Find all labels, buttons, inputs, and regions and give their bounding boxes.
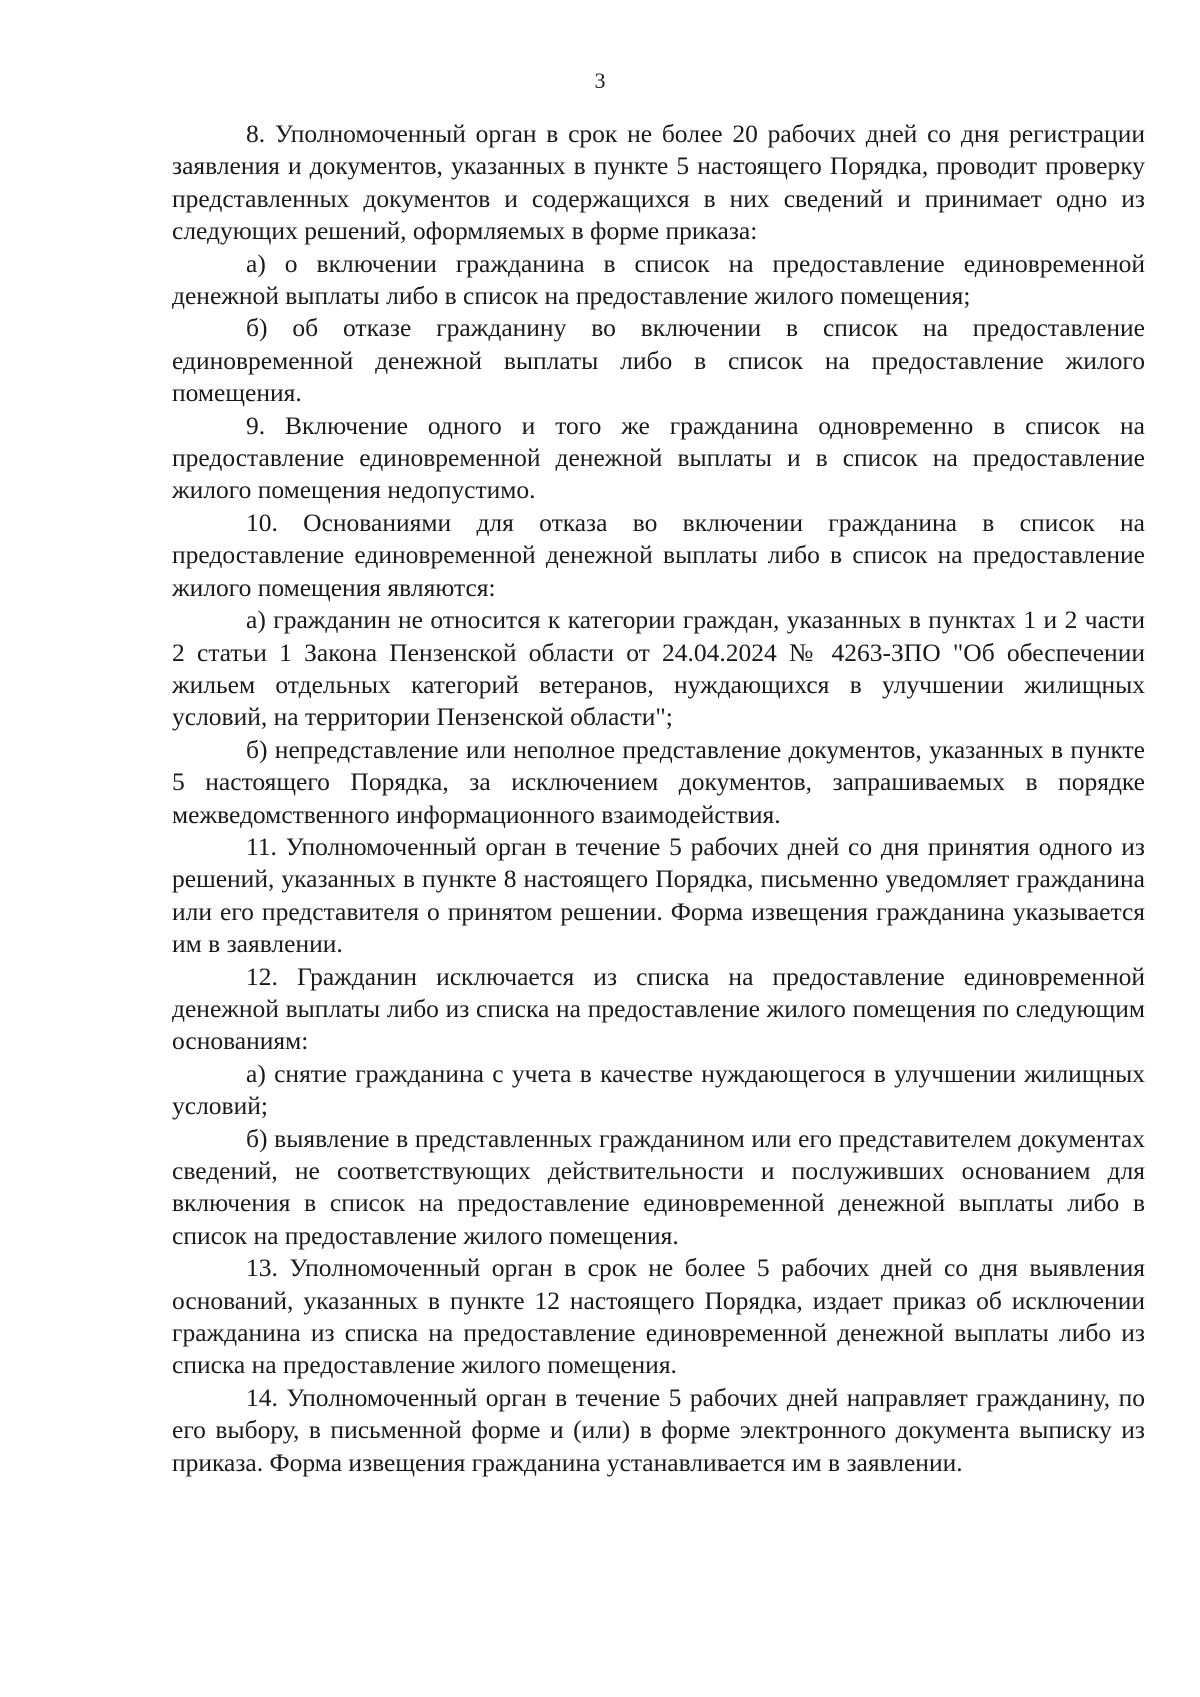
paragraph-item-8: 8. Уполномоченный орган в срок не более 20 рабочих дней со дня регистрации заявления и документов, указанных в пункте 5 настоящего Порядка, проводит проверку представленных документов и содержащихся в них сведений и принимает одно из следующих решений, оформляемых в форме приказа: xyxy=(172,119,1145,246)
paragraph-item-12a: а) снятие гражданина с учета в качестве нуждающегося в улучшении жилищных условий; xyxy=(172,1058,1145,1121)
page-number: 3 xyxy=(594,68,606,93)
paragraph-item-13: 13. Уполномоченный орган в срок не более 5 рабочих дней со дня выявления оснований, указанных в пункте 12 настоящего Порядка, издает приказ об исключении гражданина из списка на предоставление единовременной денежной выплаты либо из списка на предоставление жилого помещения. xyxy=(172,1253,1145,1380)
paragraph-item-12b: б) выявление в представленных гражданином или его представителем документах сведений, не соответствующих действительности и послуживших основанием для включения в список на предоставление единовременной денежной выплаты либо в список на предоставление жилого помещения. xyxy=(172,1123,1145,1250)
paragraph-item-14: 14. Уполномоченный орган в течение 5 рабочих дней направляет гражданину, по его выбору, в письменной форме и (или) в форме электронного документа выписку из приказа. Форма извещения гражданина устанавливается им в заявлении. xyxy=(172,1382,1145,1477)
paragraph-item-12: 12. Гражданин исключается из списка на предоставление единовременной денежной выплаты либо из списка на предоставление жилого помещения по следующим основаниям: xyxy=(172,961,1145,1056)
paragraph-item-11: 11. Уполномоченный орган в течение 5 рабочих дней со дня принятия одного из решений, указанных в пункте 8 настоящего Порядка, письменно уведомляет гражданина или его представителя о принятом решении. Форма извещения гражданина указывается им в заявлении. xyxy=(172,831,1145,959)
paragraph-item-10b: б) непредставление или неполное представление документов, указанных в пункте 5 настоящего Порядка, за исключением документов, запрашиваемых в порядке межведомственного информационного взаимодействия. xyxy=(172,734,1145,829)
paragraph-item-8b: б) об отказе гражданину во включении в список на предоставление единовременной денежной выплаты либо в список на предоставление жилого помещения. xyxy=(172,313,1145,408)
paragraph-item-9: 9. Включение одного и того же гражданина одновременно в список на предоставление единовременной денежной выплаты и в список на предоставление жилого помещения недопустимо. xyxy=(172,410,1145,505)
paragraph-item-10: 10. Основаниями для отказа во включении гражданина в список на предоставление единовременной денежной выплаты либо в список на предоставление жилого помещения являются: xyxy=(172,507,1145,602)
paragraph-item-8a: а) о включении гражданина в список на предоставление единовременной денежной выплаты либо в список на предоставление жилого помещения; xyxy=(172,248,1145,311)
paragraph-item-10a: а) гражданин не относится к категории граждан, указанных в пунктах 1 и 2 части 2 статьи 1 Закона Пензенской области от 24.04.2024 № 4263-ЗПО "Об обеспечении жильем отдельных категорий ветеранов, нуждающихся в улучшении жилищных условий, на территории Пензенской области"; xyxy=(172,605,1145,732)
document-body xyxy=(172,118,1145,1479)
